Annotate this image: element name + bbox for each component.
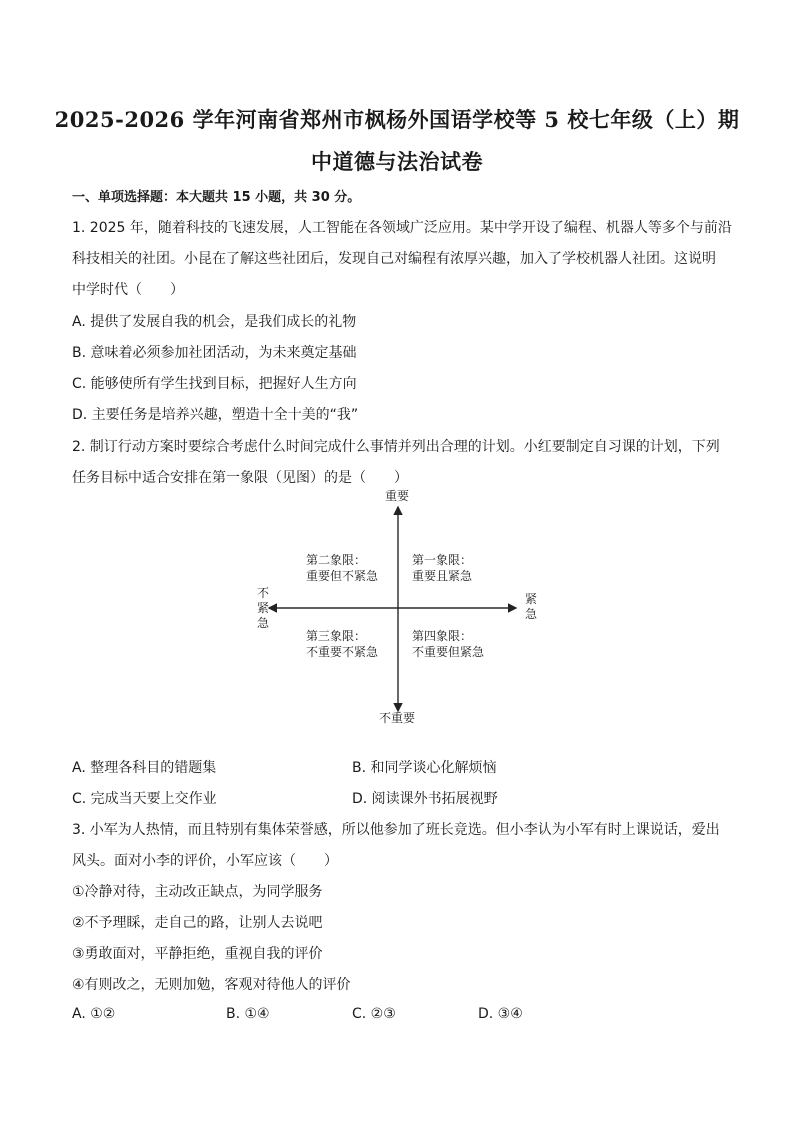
q3-item-4: ④有则改之，无则加勉，客观对待他人的评价 [72,977,351,993]
q1-stem-line-1: 1. 2025 年，随着科技的飞速发展，人工智能在各领域广泛应用。某中学开设了编程、机器人等多个与前沿 [72,220,732,236]
quadrant-3-title: 第三象限： [306,629,367,643]
quadrant-3-desc: 不重要不紧急 [306,645,379,659]
q3-option-d: D. ③④ [478,1006,523,1022]
axis-label-right: 紧急 [524,592,537,621]
quadrant-1-desc: 重要且紧急 [412,569,473,583]
quadrant-diagram [240,488,560,733]
quadrant-4-desc: 不重要但紧急 [412,645,485,659]
axis-label-left: 不紧急 [256,586,269,630]
section-heading: 一、单项选择题：本大题共 15 小题，共 30 分。 [72,190,361,205]
exam-title-line-2: 中道德与法治试卷 [311,149,483,174]
q1-option-a: A. 提供了发展自我的机会，是我们成长的礼物 [72,314,357,330]
q2-option-b: B. 和同学谈心化解烦恼 [352,760,497,776]
q3-stem-line-2: 风头。面对小李的评价，小军应该（ ） [72,853,338,869]
q3-item-1: ①冷静对待，主动改正缺点，为同学服务 [72,884,323,900]
q3-option-a: A. ①② [72,1006,116,1022]
q2-option-d: D. 阅读课外书拓展视野 [352,791,498,807]
q3-option-c: C. ②③ [352,1006,396,1022]
q3-item-3: ③勇敢面对，平静拒绝，重视自我的评价 [72,946,323,962]
quadrant-2-desc: 重要但不紧急 [306,569,379,583]
q3-option-b: B. ①④ [226,1006,270,1022]
q1-option-b: B. 意味着必须参加社团活动，为未来奠定基础 [72,345,357,361]
q1-stem-line-3: 中学时代（ ） [72,282,184,298]
q1-stem-line-2: 科技相关的社团。小昆在了解这些社团后，发现自己对编程有浓厚兴趣，加入了学校机器人社团。这说明 [72,251,716,267]
exam-title-line-1: 2025-2026 学年河南省郑州市枫杨外国语学校等 5 校七年级（上）期 [54,107,740,132]
q1-option-c: C. 能够使所有学生找到目标，把握好人生方向 [72,376,357,392]
quadrant-axes [240,488,560,733]
q2-option-c: C. 完成当天要上交作业 [72,791,217,807]
axis-label-bottom: 不重要 [379,711,416,725]
q1-option-d: D. 主要任务是培养兴趣，塑造十全十美的“我” [72,407,359,423]
q3-stem-line-1: 3. 小军为人热情，而且特别有集体荣誉感，所以他参加了班长竞选。但小李认为小军有时上课说话，爱出 [72,822,720,838]
q2-stem-line-1: 2. 制订行动方案时要综合考虑什么时间完成什么事情并列出合理的计划。小红要制定自习课的计划，下列 [72,439,720,455]
q3-item-2: ②不予理睬，走自己的路，让别人去说吧 [72,915,323,931]
quadrant-2-title: 第二象限： [306,553,367,567]
q2-option-a: A. 整理各科目的错题集 [72,760,217,776]
axis-label-top: 重要 [385,489,410,503]
quadrant-1-title: 第一象限： [412,553,473,567]
quadrant-4-title: 第四象限： [412,629,473,643]
q2-stem-line-2: 任务目标中适合安排在第一象限（见图）的是（ ） [72,470,408,486]
